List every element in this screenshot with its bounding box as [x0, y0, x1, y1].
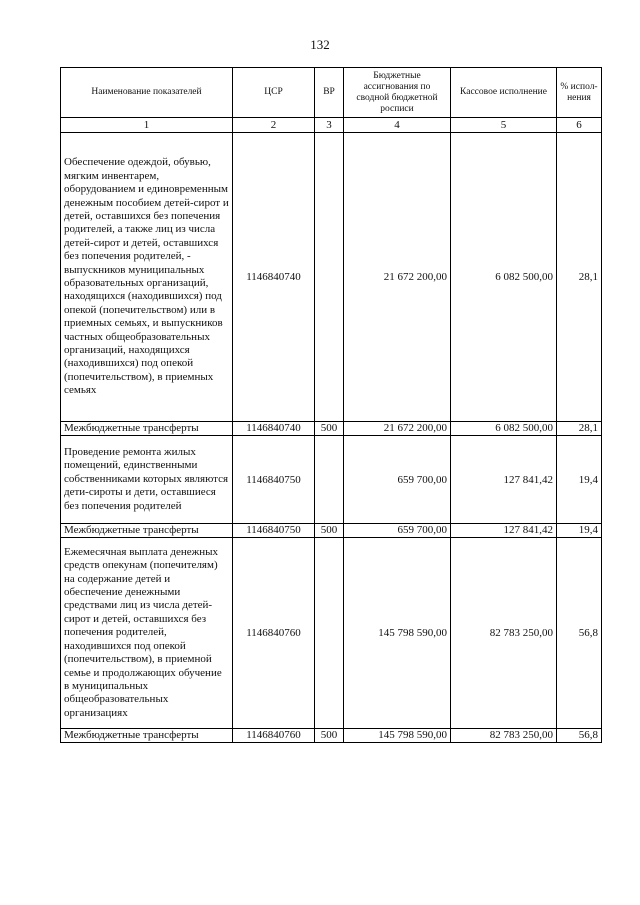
row-csr: 1146840760 [233, 538, 315, 729]
row-percent: 56,8 [557, 729, 602, 743]
row-assigned: 659 700,00 [344, 524, 451, 538]
row-csr: 1146840750 [233, 524, 315, 538]
row-executed: 82 783 250,00 [451, 729, 557, 743]
row-csr: 1146840760 [233, 729, 315, 743]
row-executed: 6 082 500,00 [451, 422, 557, 436]
row-percent: 28,1 [557, 422, 602, 436]
row-assigned: 21 672 200,00 [344, 133, 451, 422]
header-budget-assignments: Бюджетные ассигнования по сводной бюджетной росписи [344, 68, 451, 118]
row-percent: 28,1 [557, 133, 602, 422]
row-percent: 19,4 [557, 524, 602, 538]
row-name: Межбюджетные трансферты [61, 422, 233, 436]
table-row [61, 524, 602, 538]
row-csr: 1146840740 [233, 133, 315, 422]
row-vr: 500 [315, 524, 344, 538]
row-name: Ежемесячная выплата денежных средств опекунам (попечителям) на содержание детей и обеспечение денежными средствами лиц из числа детей-сирот и детей, оставшихся без попечения родителей, находившихся под опекой (попечительством), в приемной семье и продолжающих обучение в муниципальных общеобразовательных организациях [61, 538, 233, 729]
table-row [61, 133, 602, 422]
column-number: 5 [451, 118, 557, 133]
budget-execution-table [60, 67, 602, 743]
row-assigned: 659 700,00 [344, 436, 451, 524]
table-header-row [61, 68, 602, 118]
header-vr: ВР [315, 68, 344, 118]
row-csr: 1146840740 [233, 422, 315, 436]
column-number: 4 [344, 118, 451, 133]
header-cash-execution: Кассовое исполнение [451, 68, 557, 118]
row-vr [315, 538, 344, 729]
column-number: 6 [557, 118, 602, 133]
row-executed: 127 841,42 [451, 436, 557, 524]
row-percent: 56,8 [557, 538, 602, 729]
page-number: 132 [310, 37, 330, 52]
row-assigned: 145 798 590,00 [344, 729, 451, 743]
row-executed: 82 783 250,00 [451, 538, 557, 729]
column-number: 2 [233, 118, 315, 133]
column-number-row [61, 118, 602, 133]
row-name: Проведение ремонта жилых помещений, единственными собственниками которых являются дети-сироты и дети, оставшиеся без попечения родителей [61, 436, 233, 524]
table-row [61, 538, 602, 729]
row-assigned: 21 672 200,00 [344, 422, 451, 436]
row-name: Межбюджетные трансферты [61, 524, 233, 538]
row-name: Межбюджетные трансферты [61, 729, 233, 743]
column-number: 1 [61, 118, 233, 133]
header-indicator-name: Наименование показателей [61, 68, 233, 118]
row-percent: 19,4 [557, 436, 602, 524]
row-name: Обеспечение одеждой, обувью, мягким инвентарем, оборудованием и единовременным денежным пособием детей-сирот и детей, оставшихся без попечения родителей, а также лиц из числа детей-сирот и детей, оставшихся без попечения родителей, - выпускников муниципальных образовательных организаций, находящихся (находившихся) под опекой (попечительством) или в приемных семьях, и выпускников частных общеобразовательных организаций, находящихся (находившихся) под опекой (попечительством), в приемных семьях [61, 133, 233, 422]
table-row [61, 436, 602, 524]
row-vr: 500 [315, 729, 344, 743]
row-vr [315, 133, 344, 422]
row-csr: 1146840750 [233, 436, 315, 524]
header-execution-percent: % испол-нения [557, 68, 602, 118]
header-csr: ЦСР [233, 68, 315, 118]
row-executed: 127 841,42 [451, 524, 557, 538]
row-assigned: 145 798 590,00 [344, 538, 451, 729]
column-number: 3 [315, 118, 344, 133]
row-executed: 6 082 500,00 [451, 133, 557, 422]
table-row [61, 729, 602, 743]
row-vr: 500 [315, 422, 344, 436]
table-row [61, 422, 602, 436]
row-vr [315, 436, 344, 524]
